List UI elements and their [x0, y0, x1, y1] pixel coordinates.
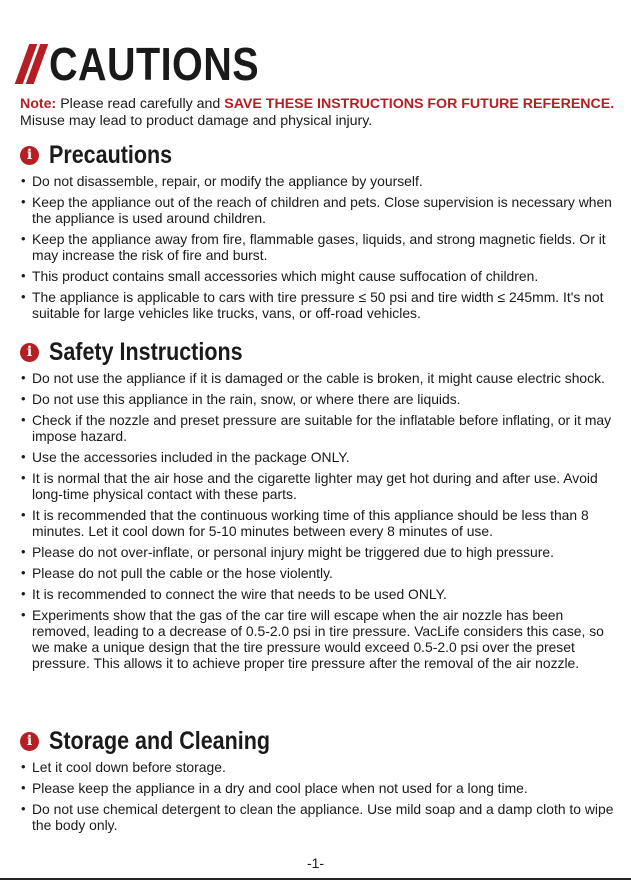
storage-list	[20, 759, 616, 838]
list-item: • The appliance is applicable to cars with tire pressure ≤ 50 psi and tire width ≤ 245mm. It's not suitable for large vehicles like trucks, vans, or off-road vehicles.	[20, 289, 616, 321]
info-icon: i	[20, 732, 39, 751]
page-number: -1-	[306, 855, 325, 871]
section-title: Storage and Cleaning	[49, 726, 271, 755]
list-item: • Please do not over-inflate, or personal injury might be triggered due to high pressure.	[20, 544, 616, 560]
list-item: • Do not use chemical detergent to clean the appliance. Use mild soap and a damp cloth to wipe the body only.	[20, 801, 616, 833]
note-label: Note:	[20, 96, 57, 112]
page-title: CAUTIONS	[49, 38, 260, 90]
precautions-heading	[20, 141, 192, 169]
info-icon: i	[20, 146, 39, 165]
double-slash-mark-icon	[22, 44, 41, 84]
list-item: • Do not use this appliance in the rain, snow, or where there are liquids.	[20, 391, 616, 407]
info-icon: i	[20, 343, 39, 362]
precautions-list	[20, 173, 616, 326]
safety-heading	[20, 338, 274, 366]
list-item: • Experiments show that the gas of the car tire will escape when the air nozzle has been removed, leading to a decrease of 0.5-2.0 psi in tire pressure. VacLife considers this case, so we make a unique design that the tire pressure would exceed 0.5-2.0 psi over the preset pressure. This allows it to achieve proper tire pressure after the removal of the air nozzle.	[20, 607, 616, 671]
storage-heading	[20, 727, 306, 755]
safety-list	[20, 370, 616, 676]
note-emphasis: SAVE THESE INSTRUCTIONS FOR FUTURE REFERENCE.	[224, 96, 615, 112]
section-title: Precautions	[49, 140, 173, 169]
note	[20, 96, 620, 130]
list-item: • Use the accessories included in the package ONLY.	[20, 449, 616, 465]
list-item: • Please do not pull the cable or the hose violently.	[20, 565, 616, 581]
bottom-divider	[0, 878, 631, 880]
list-item: • It is normal that the air hose and the cigarette lighter may get hot during and after use. Avoid long-time physical contact with these parts.	[20, 470, 616, 502]
list-item: • Keep the appliance out of the reach of children and pets. Close supervision is necessary when the appliance is used around children.	[20, 194, 616, 226]
list-item: • Keep the appliance away from fire, flammable gases, liquids, and strong magnetic fields. Or it may increase the risk of fire and burst.	[20, 231, 616, 263]
list-item: • It is recommended that the continuous working time of this appliance should be less than 8 minutes. Let it cool down for 5-10 minutes between every 8 minutes of use.	[20, 507, 616, 539]
note-text: Please read carefully and	[56, 96, 225, 112]
list-item: • Please keep the appliance in a dry and cool place when not used for a long time.	[20, 780, 616, 796]
note-line-2: Misuse may lead to product damage and physical injury.	[20, 113, 373, 129]
list-item: • Do not disassemble, repair, or modify the appliance by yourself.	[20, 173, 616, 189]
list-item: • Do not use the appliance if it is damaged or the cable is broken, it might cause electric shock.	[20, 370, 616, 386]
list-item: • This product contains small accessories which might cause suffocation of children.	[20, 268, 616, 284]
list-item: • Check if the nozzle and preset pressure are suitable for the inflatable before inflating, or it may impose hazard.	[20, 412, 616, 444]
section-title: Safety Instructions	[49, 337, 243, 366]
list-item: • It is recommended to connect the wire that needs to be used ONLY.	[20, 586, 616, 602]
list-item: • Let it cool down before storage.	[20, 759, 616, 775]
title-row	[22, 38, 293, 90]
